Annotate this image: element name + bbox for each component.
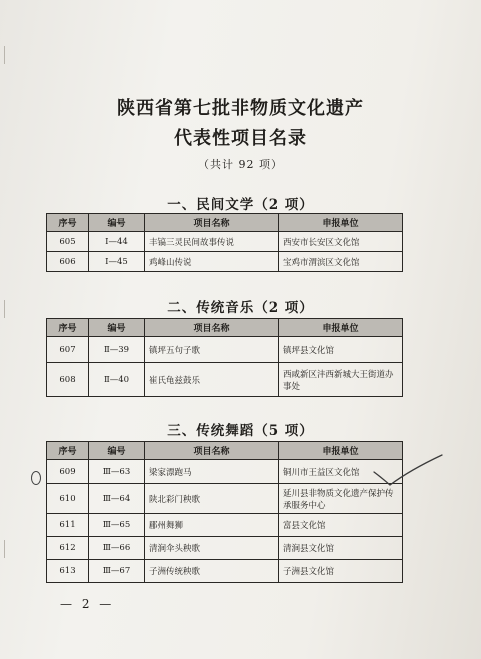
cell-applicant-unit: 西安市长安区文化馆 xyxy=(279,232,403,252)
handwritten-circle-mark xyxy=(31,471,41,485)
table-row xyxy=(47,337,403,363)
cell-project-name: 陕北彩门秧歌 xyxy=(145,484,279,514)
punch-hole-mark xyxy=(4,46,5,64)
table-row xyxy=(47,252,403,272)
table-folk-literature xyxy=(46,213,403,272)
document-title: 陕西省第七批非物质文化遗产 xyxy=(117,98,364,119)
cell-project-name: 郿州舞狮 xyxy=(145,514,279,537)
page-number: — 2 — xyxy=(60,597,115,611)
cell-applicant-unit: 西咸新区沣西新城大王街道办事处 xyxy=(279,363,403,397)
column-header-code: 编号 xyxy=(89,214,145,232)
cell-applicant-unit: 子洲县文化馆 xyxy=(279,560,403,583)
cell-code: Ⅱ—39 xyxy=(89,337,145,363)
document-subtitle: （共计 92 项） xyxy=(198,158,283,171)
cell-serial: 608 xyxy=(47,363,89,397)
cell-applicant-unit: 镇坪县文化馆 xyxy=(279,337,403,363)
table-header-row xyxy=(47,214,403,232)
cell-project-name: 清涧伞头秧歌 xyxy=(145,537,279,560)
cell-applicant-unit: 延川县非物质文化遗产保护传承服务中心 xyxy=(279,484,403,514)
cell-code: Ⅱ—40 xyxy=(89,363,145,397)
cell-applicant-unit: 富县文化馆 xyxy=(279,514,403,537)
table-header-row xyxy=(47,319,403,337)
section-heading-traditional-dance: 三、传统舞蹈（5 项） xyxy=(167,423,314,439)
cell-project-name: 镇坪五句子歌 xyxy=(145,337,279,363)
table-traditional-music xyxy=(46,318,403,397)
cell-code: Ⅰ—45 xyxy=(89,252,145,272)
cell-applicant-unit: 宝鸡市渭滨区文化馆 xyxy=(279,252,403,272)
cell-project-name: 鸡峰山传说 xyxy=(145,252,279,272)
cell-serial: 609 xyxy=(47,460,89,484)
table-row xyxy=(47,232,403,252)
cell-project-name: 梁家漂跑马 xyxy=(145,460,279,484)
table-row xyxy=(47,460,403,484)
cell-code: Ⅲ—65 xyxy=(89,514,145,537)
cell-serial: 612 xyxy=(47,537,89,560)
column-header-serial: 序号 xyxy=(47,442,89,460)
cell-code: Ⅲ—67 xyxy=(89,560,145,583)
cell-code: Ⅲ—63 xyxy=(89,460,145,484)
cell-project-name: 子洲传统秧歌 xyxy=(145,560,279,583)
punch-hole-mark xyxy=(4,540,5,558)
table-traditional-dance xyxy=(46,441,403,583)
cell-serial: 607 xyxy=(47,337,89,363)
column-header-project-name: 项目名称 xyxy=(145,442,279,460)
cell-serial: 611 xyxy=(47,514,89,537)
column-header-code: 编号 xyxy=(89,442,145,460)
handwritten-check-mark xyxy=(370,452,446,488)
cell-code: Ⅰ—44 xyxy=(89,232,145,252)
column-header-serial: 序号 xyxy=(47,214,89,232)
cell-applicant-unit: 铜川市王益区文化馆 xyxy=(279,460,403,484)
section-heading-folk-literature: 一、民间文学（2 项） xyxy=(167,197,314,213)
table-row xyxy=(47,363,403,397)
document-title-line2: 代表性项目名录 xyxy=(174,128,307,149)
column-header-serial: 序号 xyxy=(47,319,89,337)
cell-code: Ⅲ—64 xyxy=(89,484,145,514)
table-row xyxy=(47,537,403,560)
cell-applicant-unit: 清涧县文化馆 xyxy=(279,537,403,560)
table-header-row xyxy=(47,442,403,460)
table-row xyxy=(47,560,403,583)
cell-serial: 605 xyxy=(47,232,89,252)
cell-serial: 613 xyxy=(47,560,89,583)
cell-code: Ⅲ—66 xyxy=(89,537,145,560)
column-header-code: 编号 xyxy=(89,319,145,337)
table-row xyxy=(47,484,403,514)
section-heading-traditional-music: 二、传统音乐（2 项） xyxy=(167,300,314,316)
cell-project-name: 丰镐三灵民间故事传说 xyxy=(145,232,279,252)
column-header-project-name: 项目名称 xyxy=(145,214,279,232)
column-header-project-name: 项目名称 xyxy=(145,319,279,337)
column-header-applicant-unit: 申报单位 xyxy=(279,442,403,460)
cell-project-name: 崔氏龟兹鼓乐 xyxy=(145,363,279,397)
column-header-applicant-unit: 申报单位 xyxy=(279,319,403,337)
cell-serial: 606 xyxy=(47,252,89,272)
table-row xyxy=(47,514,403,537)
column-header-applicant-unit: 申报单位 xyxy=(279,214,403,232)
cell-serial: 610 xyxy=(47,484,89,514)
